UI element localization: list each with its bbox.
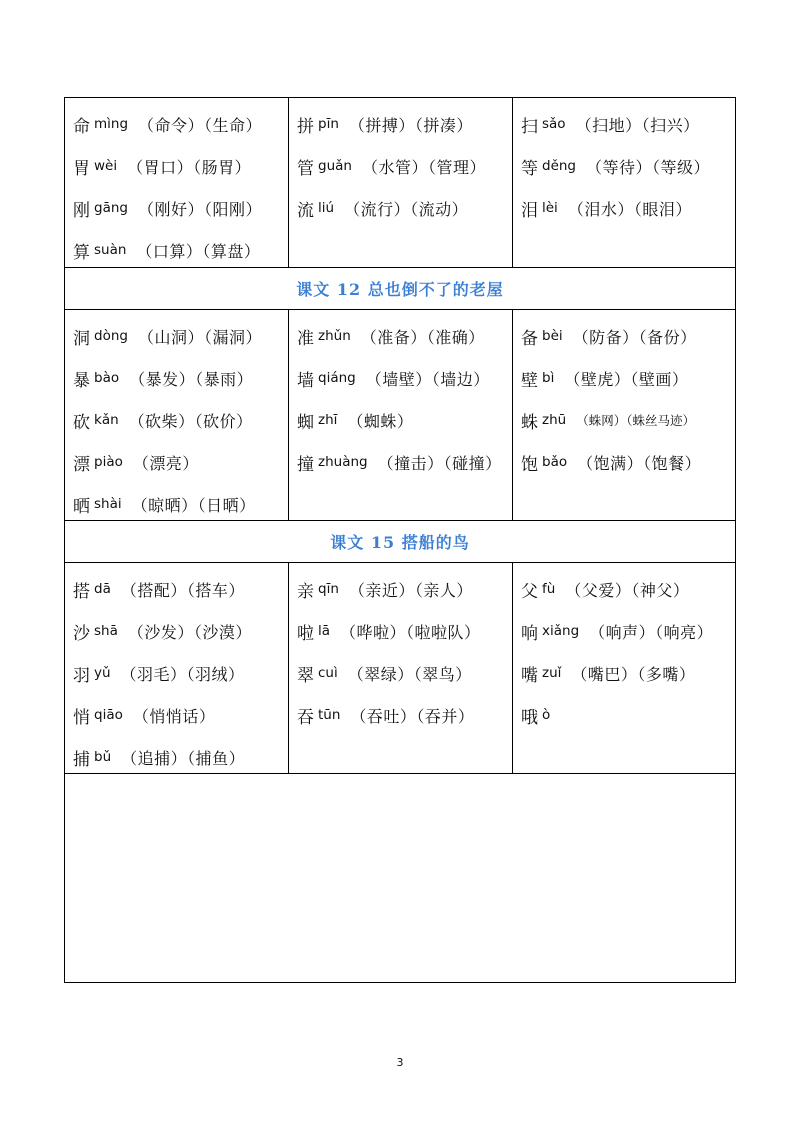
character: 羽	[73, 665, 90, 686]
vocab-entry	[521, 399, 735, 441]
pinyin: qiáng	[318, 370, 356, 386]
example-words: （晾晒）（日晒）	[131, 495, 256, 515]
vocab-entry	[297, 652, 512, 694]
example-words: （撞击）（碰撞）	[377, 453, 502, 473]
vocab-entry	[297, 694, 512, 736]
example-words: （追捕）（捕鱼）	[121, 748, 246, 768]
vocabulary-table	[64, 97, 736, 983]
vocab-entry	[73, 315, 288, 357]
example-words: （刚好）（阳刚）	[137, 199, 262, 219]
character: 砍	[73, 412, 90, 433]
vocab-entry	[297, 568, 512, 610]
character: 胃	[73, 158, 90, 179]
character: 命	[73, 116, 90, 137]
vocab-column	[513, 98, 735, 267]
pinyin: zhuàng	[318, 454, 368, 470]
character: 管	[297, 158, 314, 179]
vocab-entry	[521, 652, 735, 694]
vocab-column	[289, 310, 513, 520]
example-words: （暴发）（暴雨）	[129, 369, 254, 389]
vocab-entry	[73, 736, 288, 778]
character: 悄	[73, 707, 90, 728]
character: 备	[521, 328, 538, 349]
character: 等	[521, 158, 538, 179]
pinyin: dòng	[94, 328, 128, 344]
pinyin: bì	[542, 370, 555, 386]
vocab-entry	[297, 399, 512, 441]
vocab-entry	[521, 187, 735, 229]
vocab-entry	[297, 145, 512, 187]
pinyin: shài	[94, 496, 122, 512]
example-words: （准备）（准确）	[360, 327, 485, 347]
pinyin: zhū	[542, 412, 567, 428]
vocab-column	[65, 310, 289, 520]
character: 流	[297, 200, 314, 221]
character: 翠	[297, 665, 314, 686]
example-words: （嘴巴）（多嘴）	[571, 664, 696, 684]
pinyin: liú	[318, 200, 335, 216]
pinyin: guǎn	[318, 158, 352, 174]
vocab-entry	[297, 187, 512, 229]
character: 刚	[73, 200, 90, 221]
pinyin: děng	[542, 158, 577, 174]
pinyin: bǎo	[542, 454, 568, 470]
example-words: （泪水）（眼泪）	[567, 199, 692, 219]
vocab-entry	[297, 315, 512, 357]
example-words: （砍柴）（砍价）	[128, 411, 253, 431]
vocab-entry	[73, 103, 288, 145]
character: 父	[521, 581, 538, 602]
example-words: （翠绿）（翠鸟）	[347, 664, 472, 684]
character: 扫	[521, 116, 538, 137]
character: 壁	[521, 370, 538, 391]
vocab-entry	[73, 357, 288, 399]
character: 准	[297, 328, 314, 349]
pinyin: cuì	[318, 665, 338, 681]
character: 吞	[297, 707, 314, 728]
vocab-entry	[73, 229, 288, 271]
example-words: （拼搏）（拼凑）	[348, 115, 473, 135]
vocab-block-3	[65, 563, 735, 774]
vocab-column	[289, 563, 513, 773]
pinyin: mìng	[94, 116, 129, 132]
vocab-entry	[73, 652, 288, 694]
lesson-15-title: 课文 15 搭船的鸟	[65, 521, 735, 563]
example-words: （响声）（响亮）	[589, 622, 714, 642]
pinyin: qīn	[318, 581, 339, 597]
character: 暴	[73, 370, 90, 391]
example-words: （羽毛）（羽绒）	[120, 664, 245, 684]
example-words: （扫地）（扫兴）	[575, 115, 700, 135]
vocab-entry	[521, 315, 735, 357]
example-words: （胃口）（肠胃）	[127, 157, 252, 177]
pinyin: lā	[318, 623, 331, 639]
vocab-column	[513, 563, 735, 773]
pinyin: pīn	[318, 116, 339, 132]
character: 响	[521, 623, 538, 644]
example-words: （流行）（流动）	[344, 199, 469, 219]
vocab-entry	[73, 568, 288, 610]
vocab-column	[289, 98, 513, 267]
pinyin: wèi	[94, 158, 118, 174]
example-words: （山洞）（漏洞）	[137, 327, 262, 347]
example-words: （壁虎）（壁画）	[564, 369, 689, 389]
example-words: （亲近）（亲人）	[348, 580, 473, 600]
lesson-12-title: 课文 12 总也倒不了的老屋	[65, 268, 735, 310]
character: 晒	[73, 496, 90, 517]
vocab-entry	[521, 568, 735, 610]
vocab-entry	[521, 441, 735, 483]
vocab-entry	[73, 610, 288, 652]
vocab-entry	[73, 483, 288, 525]
character: 漂	[73, 454, 90, 475]
vocab-entry	[297, 357, 512, 399]
vocab-column	[65, 98, 289, 267]
pinyin: xiǎng	[542, 623, 580, 639]
example-words: （悄悄话）	[132, 706, 216, 726]
vocab-entry	[521, 694, 735, 736]
pinyin: lèi	[542, 200, 558, 216]
vocab-entry	[73, 441, 288, 483]
vocab-entry	[297, 441, 512, 483]
character: 算	[73, 242, 90, 263]
example-words: （口算）（算盘）	[136, 241, 261, 261]
pinyin: suàn	[94, 242, 127, 258]
pinyin: tūn	[318, 707, 341, 723]
vocab-entry	[73, 694, 288, 736]
vocab-entry	[521, 103, 735, 145]
example-words: （水管）（管理）	[361, 157, 486, 177]
vocab-entry	[521, 357, 735, 399]
vocab-entry	[521, 610, 735, 652]
character: 沙	[73, 623, 90, 644]
character: 饱	[521, 454, 538, 475]
example-words: （等待）（等级）	[586, 157, 711, 177]
character: 蜘	[297, 412, 314, 433]
pinyin: fù	[542, 581, 556, 597]
vocab-entry	[297, 103, 512, 145]
pinyin: bǔ	[94, 749, 112, 765]
character: 捕	[73, 749, 90, 770]
pinyin: zhī	[318, 412, 338, 428]
example-words: （漂亮）	[132, 453, 199, 473]
pinyin: dā	[94, 581, 111, 597]
character: 墙	[297, 370, 314, 391]
page-number: 3	[396, 1056, 404, 1069]
character: 拼	[297, 116, 314, 137]
pinyin: shā	[94, 623, 118, 639]
character: 泪	[521, 200, 538, 221]
pinyin: bèi	[542, 328, 563, 344]
pinyin: qiāo	[94, 707, 123, 723]
vocab-entry	[73, 399, 288, 441]
example-words: （命令）（生命）	[138, 115, 263, 135]
character: 搭	[73, 581, 90, 602]
vocab-column	[513, 310, 735, 520]
pinyin: zhǔn	[318, 328, 351, 344]
character: 撞	[297, 454, 314, 475]
example-words: （沙发）（沙漠）	[127, 622, 252, 642]
vocab-entry	[73, 187, 288, 229]
vocab-entry	[73, 145, 288, 187]
example-words: （搭配）（搭车）	[120, 580, 245, 600]
character: 亲	[297, 581, 314, 602]
example-words: （蛛网）（蛛丝马迹）	[576, 413, 695, 428]
vocab-column	[65, 563, 289, 773]
pinyin: bào	[94, 370, 120, 386]
example-words: （蜘蛛）	[347, 411, 414, 431]
blank-area	[65, 774, 735, 982]
character: 啦	[297, 623, 314, 644]
pinyin: yǔ	[94, 665, 111, 681]
example-words: （父爱）（神父）	[565, 580, 690, 600]
character: 哦	[521, 707, 538, 728]
example-words: （哗啦）（啦啦队）	[340, 622, 481, 642]
pinyin: zuǐ	[542, 665, 562, 681]
vocab-block-1	[65, 98, 735, 268]
character: 嘴	[521, 665, 538, 686]
example-words: （墙壁）（墙边）	[365, 369, 490, 389]
character: 洞	[73, 328, 90, 349]
vocab-entry	[521, 145, 735, 187]
pinyin: kǎn	[94, 412, 119, 428]
pinyin: ò	[542, 707, 551, 723]
pinyin: piào	[94, 454, 123, 470]
vocab-entry	[297, 610, 512, 652]
vocab-block-2	[65, 310, 735, 521]
example-words: （吞吐）（吞并）	[350, 706, 475, 726]
example-words: （防备）（备份）	[572, 327, 697, 347]
pinyin: sǎo	[542, 116, 566, 132]
pinyin: gāng	[94, 200, 128, 216]
example-words: （饱满）（饱餐）	[577, 453, 702, 473]
character: 蛛	[521, 412, 538, 433]
